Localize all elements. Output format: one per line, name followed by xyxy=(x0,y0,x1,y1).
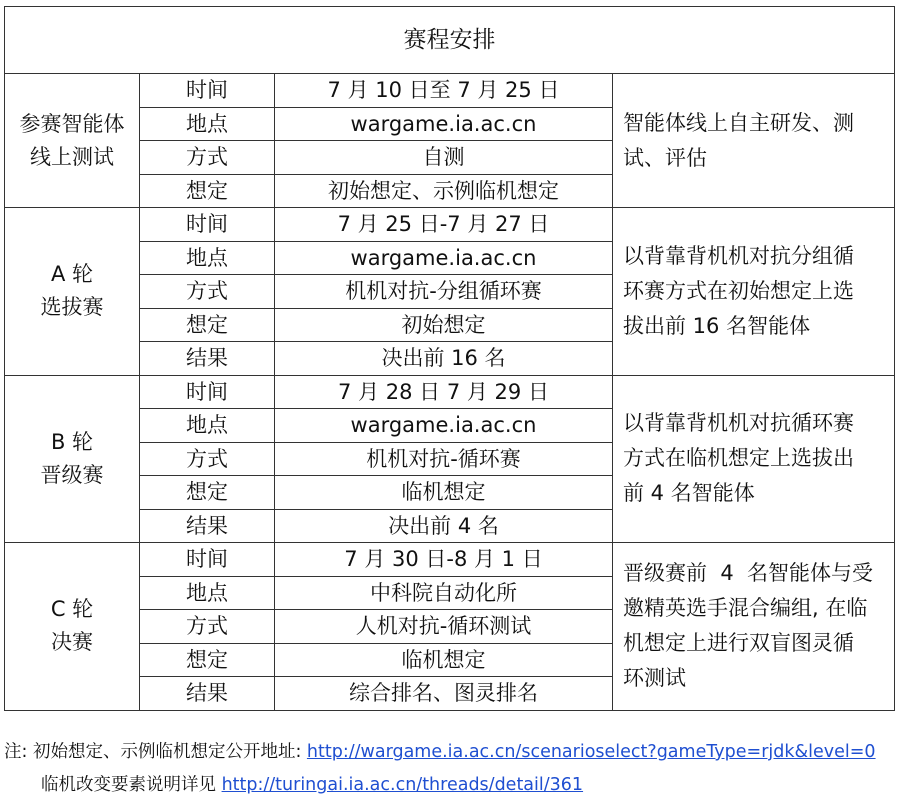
rules-link[interactable]: http://turingai.ia.ac.cn/threads/detail/361 xyxy=(221,775,584,795)
row-label: 结果 xyxy=(140,677,275,711)
table-row xyxy=(5,74,895,108)
row-label: 想定 xyxy=(140,643,275,677)
row-label: 时间 xyxy=(140,74,275,108)
table-row xyxy=(5,208,895,242)
row-value: 7 月 30 日-8 月 1 日 xyxy=(275,543,613,577)
row-label: 地点 xyxy=(140,409,275,443)
stage-name-line: B 轮 xyxy=(50,429,94,454)
row-value: wargame.ia.ac.cn xyxy=(275,241,613,275)
stage-name-line: 线上测试 xyxy=(30,144,114,169)
description-line: 前 4 名智能体 xyxy=(623,481,755,506)
description-line: 环赛方式在初始想定上选 xyxy=(623,278,854,303)
row-label: 结果 xyxy=(140,509,275,543)
row-value: 临机想定 xyxy=(275,643,613,677)
row-label: 时间 xyxy=(140,375,275,409)
row-value: 机机对抗-循环赛 xyxy=(275,442,613,476)
note-line-1 xyxy=(4,738,876,763)
table-row xyxy=(5,543,895,577)
table-row xyxy=(5,375,895,409)
row-value: wargame.ia.ac.cn xyxy=(275,409,613,443)
description-line: 以背靠背机机对抗分组循 xyxy=(623,243,854,268)
description-line: 邀精英选手混合编组, 在临 xyxy=(623,596,868,621)
row-value: 决出前 16 名 xyxy=(275,342,613,376)
description-line: 机想定上进行双盲图灵循 xyxy=(623,631,854,656)
description-line: 试、评估 xyxy=(623,145,707,170)
row-label: 地点 xyxy=(140,576,275,610)
stage-name-line: 晋级赛 xyxy=(40,462,104,487)
row-label: 时间 xyxy=(140,543,275,577)
stage-name-line: 参赛智能体 xyxy=(19,111,125,136)
description-line: 晋级赛前 4 名智能体与受 xyxy=(623,561,874,586)
description-line: 智能体线上自主研发、测 xyxy=(623,110,854,135)
row-label: 想定 xyxy=(140,476,275,510)
schedule-table xyxy=(4,6,895,711)
stage-name xyxy=(5,543,140,711)
row-label: 方式 xyxy=(140,610,275,644)
row-label: 地点 xyxy=(140,107,275,141)
row-value: 中科院自动化所 xyxy=(275,576,613,610)
scenario-link[interactable]: http://wargame.ia.ac.cn/scenarioselect?gameType=rjdk&level=0 xyxy=(306,742,876,762)
row-value: 自测 xyxy=(275,141,613,175)
row-value: 7 月 28 日 7 月 29 日 xyxy=(275,375,613,409)
note-line-2 xyxy=(41,771,583,796)
row-value: 7 月 10 日至 7 月 25 日 xyxy=(275,74,613,108)
row-value: 临机想定 xyxy=(275,476,613,510)
stage-name-line: A 轮 xyxy=(50,262,94,287)
note-prefix-2: 临机改变要素说明详见 xyxy=(41,775,222,795)
stage-description xyxy=(613,375,895,543)
row-label: 方式 xyxy=(140,442,275,476)
description-line: 以背靠背机机对抗循环赛 xyxy=(623,411,854,436)
row-value: 初始想定 xyxy=(275,308,613,342)
stage-name-line: 选拔赛 xyxy=(40,295,104,320)
table-title: 赛程安排 xyxy=(5,7,895,74)
stage-name xyxy=(5,74,140,208)
row-label: 方式 xyxy=(140,141,275,175)
stage-name-line: C 轮 xyxy=(50,597,94,622)
row-label: 时间 xyxy=(140,208,275,242)
row-value: 初始想定、示例临机想定 xyxy=(275,174,613,208)
row-label: 想定 xyxy=(140,174,275,208)
row-label: 想定 xyxy=(140,308,275,342)
note-prefix: 注: 初始想定、示例临机想定公开地址: xyxy=(4,742,307,762)
row-label: 结果 xyxy=(140,342,275,376)
row-value: 决出前 4 名 xyxy=(275,509,613,543)
description-line: 方式在临机想定上选拔出 xyxy=(623,446,854,471)
stage-name-line: 决赛 xyxy=(51,630,93,655)
stage-name xyxy=(5,375,140,543)
description-line: 环测试 xyxy=(623,666,686,691)
row-value: 综合排名、图灵排名 xyxy=(275,677,613,711)
row-value: wargame.ia.ac.cn xyxy=(275,107,613,141)
row-value: 人机对抗-循环测试 xyxy=(275,610,613,644)
row-label: 方式 xyxy=(140,275,275,309)
row-value: 机机对抗-分组循环赛 xyxy=(275,275,613,309)
stage-description xyxy=(613,543,895,711)
stage-description xyxy=(613,208,895,376)
row-value: 7 月 25 日-7 月 27 日 xyxy=(275,208,613,242)
row-label: 地点 xyxy=(140,241,275,275)
stage-name xyxy=(5,208,140,376)
description-line: 拔出前 16 名智能体 xyxy=(623,313,811,338)
stage-description xyxy=(613,74,895,208)
